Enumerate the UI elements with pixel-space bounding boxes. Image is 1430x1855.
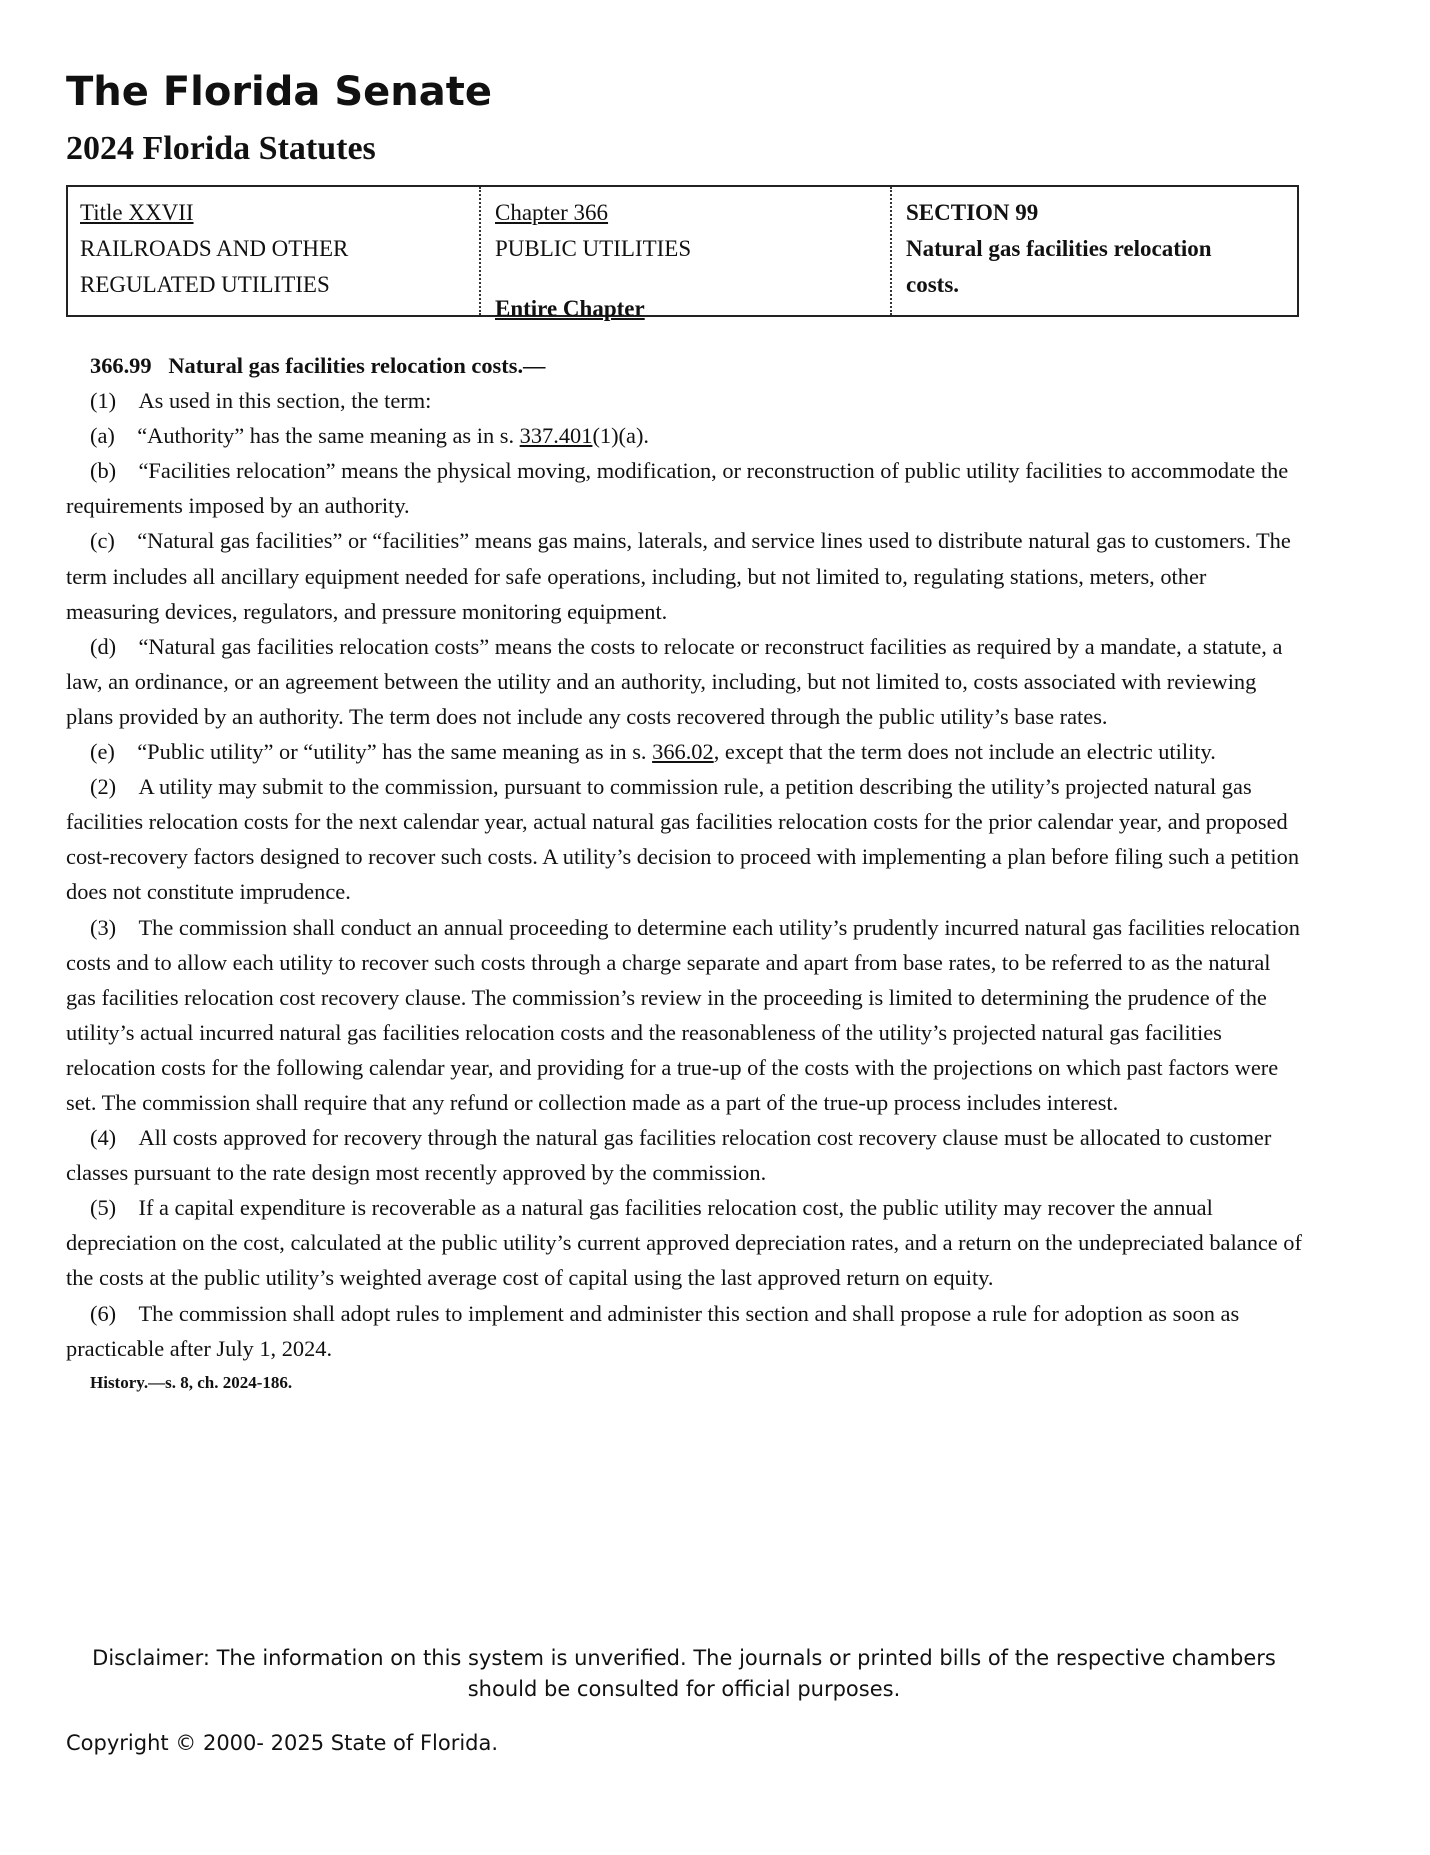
paragraph-1a-text: (a) “Authority” has the same meaning as in s.: [90, 423, 520, 449]
cross-reference-link-337-401[interactable]: 337.401: [519, 423, 593, 449]
paragraph-1a: [66, 418, 1302, 453]
title-name-line1: RAILROADS AND OTHER: [80, 236, 349, 261]
history-note: [66, 1366, 1302, 1400]
subsection-2: (2) A utility may submit to the commission, pursuant to commission rule, a petition describing the utility’s projected natural gas facilities relocation costs for the next calendar year, actual natural gas facilities relocation costs for the prior calendar year, and proposed cost-recovery factors designed to recover such costs. A utility’s decision to proceed with implementing a plan before filing such a petition does not constitute imprudence.: [66, 774, 1300, 905]
subsection-5: (5) If a capital expenditure is recoverable as a natural gas facilities relocation cost, the public utility may recover the annual depreciation on the cost, calculated at the public utility’s current approved depreciation rates, and a return on the undepreciated balance of the costs at the public utility’s weighted average cost of capital using the last approved return on equity.: [66, 1195, 1302, 1291]
paragraph-1e-tail: , except that the term does not include an electric utility.: [713, 739, 1216, 765]
statute-body: [66, 348, 1302, 1400]
site-title: The Florida Senate: [66, 69, 492, 115]
chapter-link[interactable]: Chapter 366: [495, 200, 609, 225]
section-cell: [890, 187, 1298, 315]
subsection-1: (1) As used in this section, the term:: [90, 388, 432, 414]
section-heading: [66, 348, 1302, 383]
title-name-line2: REGULATED UTILITIES: [80, 272, 330, 297]
entire-chapter-link[interactable]: Entire Chapter: [495, 296, 645, 321]
paragraph-1b: (b) “Facilities relocation” means the physical moving, modification, or reconstruction of public utility facilities to accommodate the requirements imposed by an authority.: [66, 458, 1289, 519]
copyright-notice: Copyright © 2000- 2025 State of Florida.: [66, 1731, 499, 1755]
disclaimer: [66, 1643, 1302, 1705]
subsection-3: (3) The commission shall conduct an annual proceeding to determine each utility’s prudently incurred natural gas facilities relocation costs and to allow each utility to recover such costs through a charge separate and apart from base rates, to be referred to as the natural gas facilities relocation cost recovery clause. The commission’s review in the proceeding is limited to determining the prudence of the utility’s actual incurred natural gas facilities relocation costs and the reasonableness of the utility’s projected natural gas facilities relocation costs for the following calendar year, and providing for a true-up of the costs with the projections on which past factors were set. The commission shall require that any refund or collection made as a part of the true-up process includes interest.: [66, 914, 1300, 1115]
paragraph-1e-text: (e) “Public utility” or “utility” has the same meaning as in s.: [90, 739, 653, 765]
subsection-6: (6) The commission shall adopt rules to implement and administer this section and shall propose a rule for adoption as soon as practicable after July 1, 2024.: [66, 1300, 1240, 1361]
cross-reference-link-366-02[interactable]: 366.02: [652, 739, 714, 765]
section-name-line2: costs.: [906, 272, 960, 297]
chapter-name: PUBLIC UTILITIES: [495, 236, 692, 261]
statute-navigation-table: [66, 185, 1299, 321]
subsection-4: (4) All costs approved for recovery through the natural gas facilities relocation cost recovery clause must be allocated to customer classes pursuant to the rate design most recently approved by the commission.: [66, 1125, 1272, 1186]
disclaimer-line2: should be consulted for official purposes.: [467, 1677, 901, 1701]
history-label: History.: [90, 1372, 149, 1392]
history-text: —s. 8, ch. 2024-186.: [148, 1372, 293, 1392]
disclaimer-line1: Disclaimer: The information on this system is unverified. The journals or printed bills of the respective chambers: [92, 1646, 1276, 1670]
section-label: SECTION 99: [906, 200, 1039, 225]
section-catchline: Natural gas facilities relocation costs.—: [168, 353, 546, 378]
chapter-cell: [479, 187, 890, 321]
section-name-line1: Natural gas facilities relocation: [906, 236, 1212, 261]
section-number: 366.99: [90, 353, 152, 378]
title-cell: [68, 187, 479, 315]
paragraph-1e: [66, 734, 1302, 769]
title-link[interactable]: Title XXVII: [80, 200, 194, 225]
paragraph-1c: (c) “Natural gas facilities” or “facilities” means gas mains, laterals, and service lines used to distribute natural gas to customers. The term includes all ancillary equipment needed for safe operations, including, but not limited to, regulating stations, meters, other measuring devices, regulators, and pressure monitoring equipment.: [66, 528, 1291, 624]
statutes-title: 2024 Florida Statutes: [66, 130, 376, 167]
paragraph-1d: (d) “Natural gas facilities relocation costs” means the costs to relocate or reconstruct facilities as required by a mandate, a statute, a law, an ordinance, or an agreement between the utility and an authority, including, but not limited to, costs associated with reviewing plans provided by an authority. The term does not include any costs recovered through the public utility’s base rates.: [66, 633, 1283, 729]
chapter-spacer: [495, 267, 890, 291]
paragraph-1a-tail: (1)(a).: [592, 423, 649, 449]
